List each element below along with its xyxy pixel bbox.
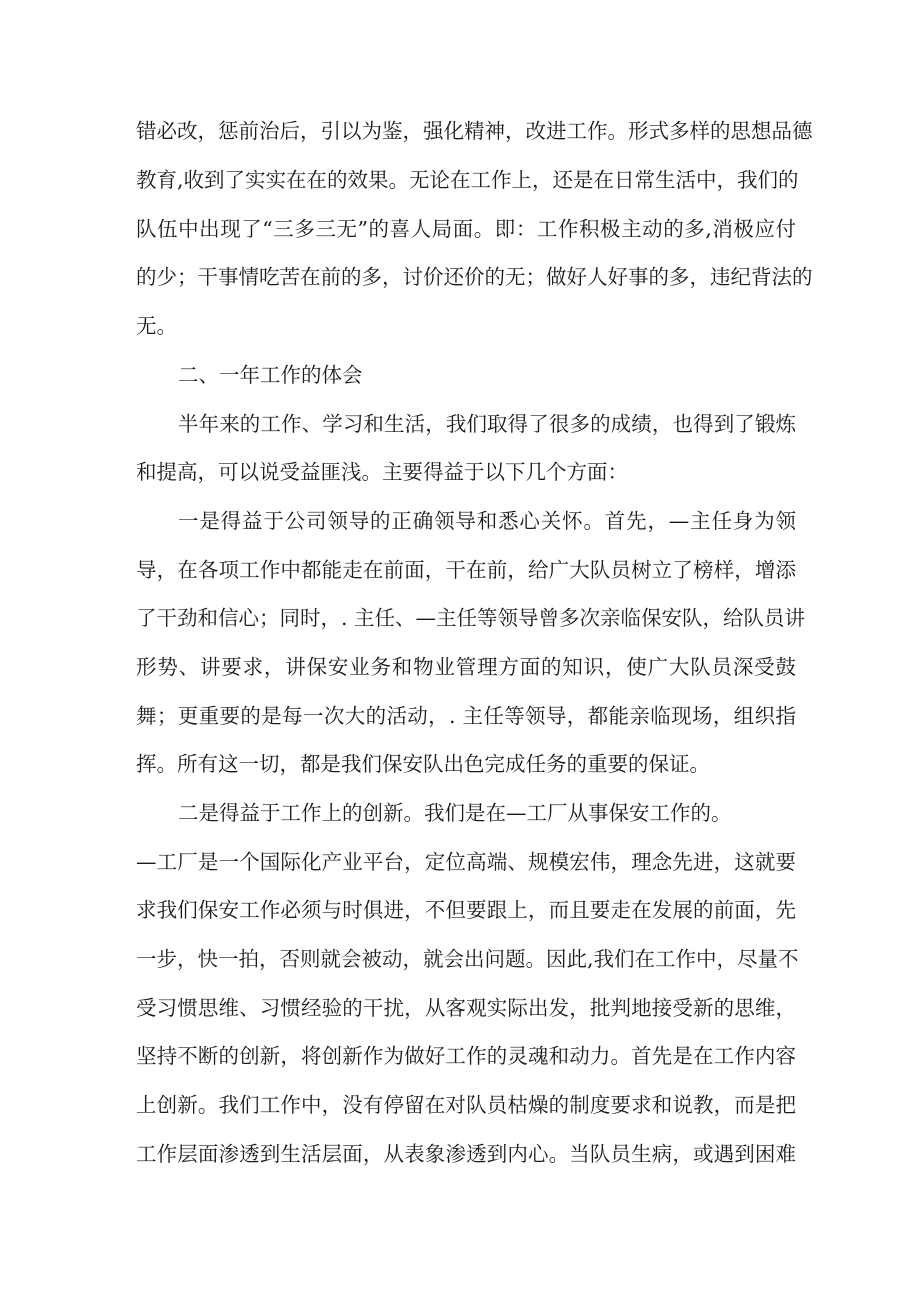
text-line: 半年来的工作、学习和生活，我们取得了很多的成绩，也得到了锻炼 [178,412,796,436]
text-line: 挥。所有这一切，都是我们保安队出色完成任务的重要的保证。 [136,752,710,776]
text-line: 错必改，惩前治后，引以为鉴，强化精神，改进工作。形式多样的思想品德 [136,119,813,143]
text-line: 求我们保安工作必须与时俱进，不但要跟上，而且要走在发展的前面，先 [136,898,796,922]
text-line: 坚持不断的创新，将创新作为做好工作的灵魂和动力。首先是在工作内容 [136,1044,796,1068]
text-line: 二是得益于工作上的创新。我们是在—工厂从事保安工作的。 [178,801,732,825]
text-line: 教育,收到了实实在在的效果。无论在工作上，还是在日常生活中，我们的 [136,168,799,192]
text-line: 一是得益于公司领导的正确领导和悉心关怀。首先，—主任身为领 [178,509,796,533]
text-line: 和提高，可以说受益匪浅。主要得益于以下几个方面： [136,460,628,484]
text-line: 队伍中出现了“三多三无”的喜人局面。即：工作积极主动的多,消极应付 [136,217,796,241]
text-line: 的少；干事情吃苦在前的多，讨价还价的无；做好人好事的多，违纪背法的 [136,265,813,289]
text-line: 上创新。我们工作中，没有停留在对队员枯燥的制度要求和说教，而是把 [136,1093,796,1117]
text-line: 舞；更重要的是每一次大的活动，. 主任等领导，都能亲临现场，组织指 [136,704,796,728]
text-line: 形势、讲要求，讲保安业务和物业管理方面的知识，使广大队员深受鼓 [136,655,796,679]
section-heading: 二、一年工作的体会 [178,363,363,387]
text-line: 受习惯思维、习惯经验的干扰，从客观实际出发，批判地接受新的思维， [136,996,796,1020]
text-line: 了干劲和信心；同时，. 主任、—主任等领导曾多次亲临保安队，给队员讲 [136,606,806,630]
text-line: 工作层面渗透到生活层面，从表象渗透到内心。当队员生病，或遇到困难 [136,1142,796,1166]
text-line: 导，在各项工作中都能走在前面，干在前，给广大队员树立了榜样，增添 [136,558,796,582]
text-line: 无。 [136,314,177,338]
text-line: —工厂是一个国际化产业平台，定位高端、规模宏伟，理念先进，这就要 [136,850,796,874]
text-line: 一步，快一拍，否则就会被动，就会出问题。因此,我们在工作中，尽量不 [136,947,799,971]
